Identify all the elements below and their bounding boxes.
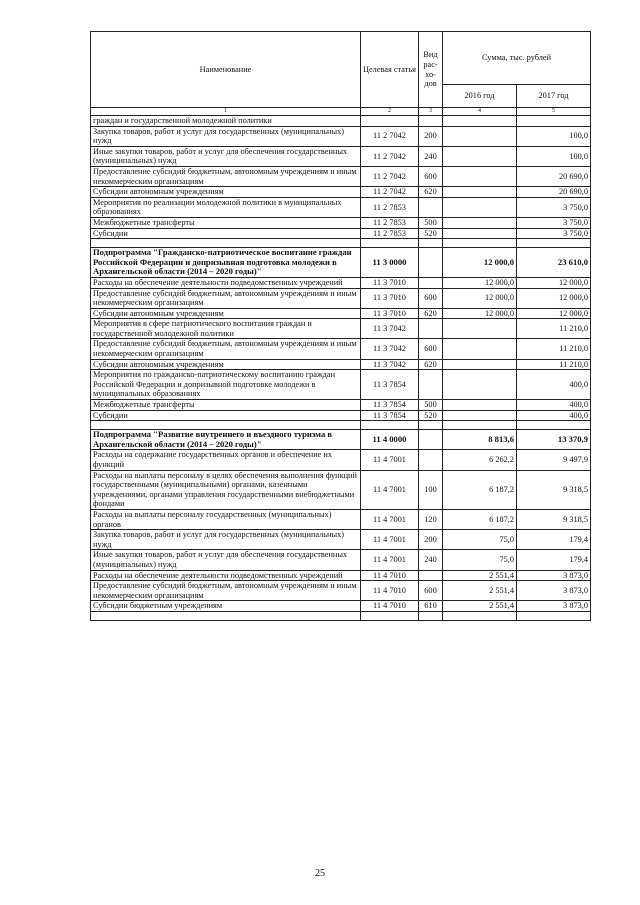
table-row	[91, 116, 591, 127]
row-amount-2016: 2 551,4	[443, 601, 517, 612]
row-amount-2016	[443, 187, 517, 198]
row-amount-2017: 3 750,0	[517, 217, 591, 228]
column-number-row	[91, 108, 591, 116]
row-name: Закупка товаров, работ и услуг для государственных (муниципальных) нужд	[91, 530, 361, 550]
header-2017: 2017 год	[517, 85, 591, 108]
row-name: Субсидии	[91, 228, 361, 239]
table-row	[91, 197, 591, 217]
row-amount-2017: 3 750,0	[517, 228, 591, 239]
table-row	[91, 570, 591, 581]
row-expense-type	[419, 248, 443, 278]
row-name: Иные закупки товаров, работ и услуг для обеспечения государственных (муниципальных) нужд	[91, 146, 361, 166]
table-row	[91, 530, 591, 550]
table-row	[91, 450, 591, 470]
row-code: 11 4 7001	[361, 450, 419, 470]
row-name: Предоставление субсидий бюджетным, автономным учреждениям и иным некоммерческим организациям	[91, 581, 361, 601]
row-amount-2017	[517, 116, 591, 127]
row-amount-2016	[443, 339, 517, 359]
row-code: 11 4 7010	[361, 570, 419, 581]
row-amount-2017: 12 000,0	[517, 308, 591, 319]
row-amount-2016: 8 813,6	[443, 430, 517, 450]
row-amount-2017: 9 318,5	[517, 470, 591, 509]
table-row	[91, 308, 591, 319]
row-expense-type: 240	[419, 550, 443, 570]
header-2016: 2016 год	[443, 85, 517, 108]
row-amount-2016	[443, 228, 517, 239]
row-amount-2017: 23 610,0	[517, 248, 591, 278]
row-amount-2016	[443, 359, 517, 370]
row-name: Межбюджетные трансферты	[91, 400, 361, 411]
table-header-row	[91, 32, 591, 85]
row-name	[91, 611, 361, 620]
row-amount-2016: 75,0	[443, 530, 517, 550]
header-code: Целевая статья	[361, 32, 419, 108]
table-row	[91, 581, 591, 601]
table-row	[91, 370, 591, 400]
row-code: 11 2 7853	[361, 228, 419, 239]
row-amount-2016	[443, 400, 517, 411]
row-expense-type: 600	[419, 166, 443, 186]
header-name: Наименование	[91, 32, 361, 108]
row-code: 11 3 7010	[361, 277, 419, 288]
row-expense-type: 500	[419, 400, 443, 411]
row-code: 11 3 7854	[361, 400, 419, 411]
row-amount-2016: 12 000,0	[443, 288, 517, 308]
row-name: граждан и государственной молодежной политики	[91, 116, 361, 127]
row-amount-2016: 12 000,0	[443, 248, 517, 278]
row-expense-type	[419, 277, 443, 288]
table-row	[91, 319, 591, 339]
row-expense-type: 100	[419, 470, 443, 509]
row-expense-type: 610	[419, 601, 443, 612]
row-expense-type: 620	[419, 187, 443, 198]
row-code: 11 3 7010	[361, 288, 419, 308]
row-name: Мероприятия в сфере патриотического воспитания граждан и государственной молодежной политики	[91, 319, 361, 339]
row-code: 11 4 7001	[361, 530, 419, 550]
row-amount-2017	[517, 611, 591, 620]
row-code: 11 4 7010	[361, 581, 419, 601]
row-expense-type: 600	[419, 339, 443, 359]
row-code: 11 4 7001	[361, 509, 419, 529]
row-amount-2017: 9 318,5	[517, 509, 591, 529]
budget-table	[90, 31, 591, 621]
row-expense-type: 600	[419, 581, 443, 601]
page-number: 25	[315, 868, 325, 879]
row-amount-2016	[443, 197, 517, 217]
row-amount-2016: 2 551,4	[443, 570, 517, 581]
row-amount-2016	[443, 217, 517, 228]
row-expense-type	[419, 450, 443, 470]
row-amount-2016: 2 551,4	[443, 581, 517, 601]
column-number: 3	[419, 108, 443, 116]
row-name: Субсидии автономным учреждениям	[91, 308, 361, 319]
row-code: 11 2 7042	[361, 126, 419, 146]
row-amount-2017: 11 210,0	[517, 319, 591, 339]
table-row	[91, 277, 591, 288]
row-amount-2017: 3 873,0	[517, 570, 591, 581]
row-amount-2017: 3 873,0	[517, 601, 591, 612]
row-expense-type	[419, 611, 443, 620]
row-expense-type: 200	[419, 126, 443, 146]
row-name: Подпрограмма "Развитие внутреннего и въездного туризма в Архангельской области (2014 – 2020 годы)"	[91, 430, 361, 450]
row-expense-type	[419, 370, 443, 400]
row-amount-2016: 75,0	[443, 550, 517, 570]
table-row	[91, 126, 591, 146]
row-amount-2016: 6 262,2	[443, 450, 517, 470]
row-amount-2017: 179,4	[517, 530, 591, 550]
row-name: Предоставление субсидий бюджетным, автономным учреждениям и иным некоммерческим организациям	[91, 166, 361, 186]
header-sum: Сумма, тыс. рублей	[443, 32, 591, 85]
row-amount-2016	[443, 421, 517, 430]
row-amount-2016: 6 187,2	[443, 509, 517, 529]
row-amount-2017	[517, 239, 591, 248]
row-code: 11 2 7042	[361, 146, 419, 166]
table-row	[91, 359, 591, 370]
row-amount-2017: 3 750,0	[517, 197, 591, 217]
row-amount-2017: 20 690,0	[517, 187, 591, 198]
table-row	[91, 187, 591, 198]
row-amount-2017: 12 000,0	[517, 288, 591, 308]
row-expense-type	[419, 239, 443, 248]
row-name: Мероприятия по реализации молодежной политики в муниципальных образованиях	[91, 197, 361, 217]
table-row	[91, 509, 591, 529]
table-body	[91, 116, 591, 621]
row-code: 11 3 0000	[361, 248, 419, 278]
row-expense-type: 240	[419, 146, 443, 166]
table-row	[91, 470, 591, 509]
row-name: Субсидии бюджетным учреждениям	[91, 601, 361, 612]
row-name: Расходы на обеспечение деятельности подведомственных учреждений	[91, 570, 361, 581]
row-code: 11 3 7042	[361, 339, 419, 359]
row-code: 11 3 7042	[361, 359, 419, 370]
column-number: 1	[91, 108, 361, 116]
row-amount-2017: 11 210,0	[517, 359, 591, 370]
row-expense-type: 620	[419, 359, 443, 370]
subprogram-row	[91, 248, 591, 278]
row-code: 11 2 7042	[361, 187, 419, 198]
row-amount-2017: 13 370,9	[517, 430, 591, 450]
row-amount-2016	[443, 319, 517, 339]
column-number: 5	[517, 108, 591, 116]
row-amount-2016	[443, 166, 517, 186]
row-code	[361, 116, 419, 127]
row-code: 11 4 7001	[361, 550, 419, 570]
row-expense-type	[419, 570, 443, 581]
row-name: Закупка товаров, работ и услуг для государственных (муниципальных) нужд	[91, 126, 361, 146]
row-amount-2017: 400,0	[517, 370, 591, 400]
row-amount-2017: 11 210,0	[517, 339, 591, 359]
row-code: 11 3 7854	[361, 410, 419, 421]
row-expense-type	[419, 116, 443, 127]
row-code: 11 3 7042	[361, 319, 419, 339]
table-row	[91, 217, 591, 228]
table-row	[91, 339, 591, 359]
row-amount-2016	[443, 370, 517, 400]
row-amount-2017: 12 000,0	[517, 277, 591, 288]
row-name: Предоставление субсидий бюджетным, автономным учреждениям и иным некоммерческим организациям	[91, 288, 361, 308]
subprogram-row	[91, 430, 591, 450]
empty-row	[91, 611, 591, 620]
row-code: 11 4 0000	[361, 430, 419, 450]
row-amount-2016	[443, 116, 517, 127]
row-amount-2016	[443, 146, 517, 166]
row-expense-type: 600	[419, 288, 443, 308]
table-row	[91, 410, 591, 421]
row-name: Расходы на выплаты персоналу в целях обеспечения выполнения функций государственными (муниципальными) органами, казенными учреждениями, органами управления государственными внебюджетными фондами	[91, 470, 361, 509]
row-amount-2017: 100,0	[517, 146, 591, 166]
row-amount-2017: 3 873,0	[517, 581, 591, 601]
row-expense-type	[419, 421, 443, 430]
row-amount-2017: 400,0	[517, 410, 591, 421]
table-row	[91, 146, 591, 166]
row-expense-type	[419, 197, 443, 217]
table-row	[91, 288, 591, 308]
row-amount-2016	[443, 611, 517, 620]
row-code: 11 4 7010	[361, 601, 419, 612]
row-amount-2017: 179,4	[517, 550, 591, 570]
row-expense-type: 200	[419, 530, 443, 550]
row-amount-2017: 9 497,9	[517, 450, 591, 470]
row-name: Подпрограмма "Гражданско-патриотическое воспитание граждан Российской Федерации и допризывная подготовка молодежи в Архангельской области (2014 – 2020 годы)"	[91, 248, 361, 278]
row-expense-type: 520	[419, 410, 443, 421]
row-amount-2017: 400,0	[517, 400, 591, 411]
row-amount-2016	[443, 126, 517, 146]
row-code: 11 2 7042	[361, 166, 419, 186]
row-expense-type: 520	[419, 228, 443, 239]
row-name: Иные закупки товаров, работ и услуг для обеспечения государственных (муниципальных) нужд	[91, 550, 361, 570]
row-expense-type: 620	[419, 308, 443, 319]
table-row	[91, 550, 591, 570]
header-type: Вид рас-хо-дов	[419, 32, 443, 108]
row-name: Расходы на содержание государственных органов и обеспечение их функций	[91, 450, 361, 470]
row-name: Межбюджетные трансферты	[91, 217, 361, 228]
row-expense-type	[419, 430, 443, 450]
row-expense-type	[419, 319, 443, 339]
column-number: 2	[361, 108, 419, 116]
row-amount-2016	[443, 239, 517, 248]
row-amount-2016: 6 187,2	[443, 470, 517, 509]
row-code: 11 4 7001	[361, 470, 419, 509]
row-code: 11 2 7853	[361, 217, 419, 228]
row-code: 11 3 7010	[361, 308, 419, 319]
row-amount-2016	[443, 410, 517, 421]
row-amount-2017: 20 690,0	[517, 166, 591, 186]
row-name: Предоставление субсидий бюджетным, автономным учреждениям и иным некоммерческим организациям	[91, 339, 361, 359]
table-row	[91, 601, 591, 612]
table-row	[91, 228, 591, 239]
table-row	[91, 400, 591, 411]
row-code: 11 3 7854	[361, 370, 419, 400]
row-expense-type: 500	[419, 217, 443, 228]
row-name: Субсидии	[91, 410, 361, 421]
row-code: 11 2 7853	[361, 197, 419, 217]
row-code	[361, 239, 419, 248]
row-name: Субсидии автономным учреждениям	[91, 187, 361, 198]
row-amount-2016: 12 000,0	[443, 308, 517, 319]
row-amount-2017: 100,0	[517, 126, 591, 146]
row-code	[361, 421, 419, 430]
row-expense-type: 120	[419, 509, 443, 529]
row-name: Мероприятия по гражданско-патриотическому воспитанию граждан Российской Федерации и допризывной подготовке молодежи в муниципальных образованиях	[91, 370, 361, 400]
row-name: Расходы на выплаты персоналу государственных (муниципальных) органов	[91, 509, 361, 529]
row-amount-2017	[517, 421, 591, 430]
row-name: Субсидии автономным учреждениям	[91, 359, 361, 370]
row-amount-2016: 12 000,0	[443, 277, 517, 288]
table-row	[91, 166, 591, 186]
row-name: Расходы на обеспечение деятельности подведомственных учреждений	[91, 277, 361, 288]
row-code	[361, 611, 419, 620]
column-number: 4	[443, 108, 517, 116]
